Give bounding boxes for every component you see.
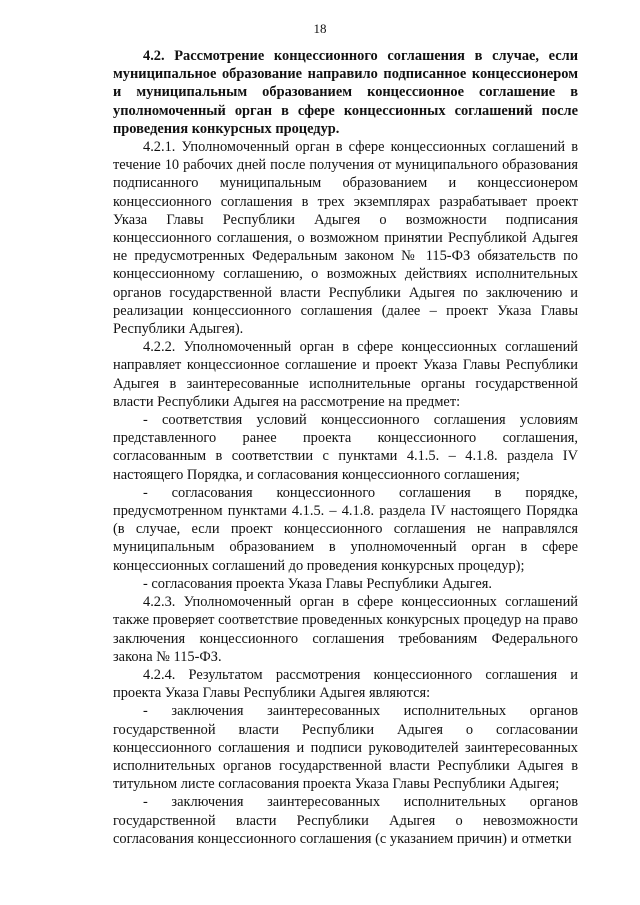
list-item-positive-conclusion: - заключения заинтересованных исполнительных органов государственной власти Республики Адыгея о согласовании концессионного соглашения и подписи руководителей заинтересованных исполнительных органов государственной власти Республики Адыгея в титульном листе согласования проекта Указа Главы Республики Адыгея; bbox=[113, 703, 578, 793]
paragraph-4-2-2: 4.2.2. Уполномоченный орган в сфере концессионных соглашений направляет концессионное соглашение и проект Указа Главы Республики Адыгея в заинтересованные исполнительные органы государственной власти Республики Адыгея на рассмотрение на предмет: bbox=[113, 339, 578, 410]
list-item-approval-agreement: - согласования концессионного соглашения в порядке, предусмотренном пунктами 4.1.5. – 4.1.8. раздела IV настоящего Порядка (в случае, если проект концессионного соглашения не направлялся муниципальным образованием в уполномоченный орган в сфере концессионных соглашений до проведения конкурсных процедур); bbox=[113, 484, 578, 574]
list-item-negative-conclusion: - заключения заинтересованных исполнительных органов государственной власти Республики Адыгея о невозможности согласования концессионного соглашения (с указанием причин) и отметки bbox=[113, 794, 578, 847]
list-item-approval-decree: - согласования проекта Указа Главы Республики Адыгея. bbox=[143, 575, 492, 592]
page-number: 18 bbox=[313, 21, 327, 36]
section-content bbox=[113, 47, 578, 848]
paragraph-4-2-4: 4.2.4. Результатом рассмотрения концессионного соглашения и проекта Указа Главы Республики Адыгея являются: bbox=[113, 666, 578, 702]
paragraph-4-2-3: 4.2.3. Уполномоченный орган в сфере концессионных соглашений также проверяет соответствие проведенных конкурсных процедур на право заключения концессионного соглашения требованиям Федерального закона № 115-ФЗ. bbox=[113, 594, 578, 665]
paragraph-4-2-1: 4.2.1. Уполномоченный орган в сфере концессионных соглашений в течение 10 рабочих дней после получения от муниципального образования подписанного муниципальным образованием и концессионером концессионного соглашения в трех экземплярах разрабатывает проект Указа Главы Республики Адыгея о возможности подписания концессионного соглашения, о возможном принятии Республикой Адыгея не предусмотренных Федеральным законом № 115-ФЗ обязательств по концессионному соглашению, о возможных действиях исполнительных органов государственной власти Республики Адыгея по заключению и реализации концессионного соглашения (далее – проект Указа Главы Республики Адыгея). bbox=[113, 139, 578, 338]
section-heading: 4.2. Рассмотрение концессионного соглашения в случае, если муниципальное образование направило подписанное концессионером и муниципальным образованием концессионное соглашение в уполномоченный орган в сфере концессионных соглашений после проведения конкурсных процедур. bbox=[113, 48, 578, 137]
list-item-conformity: - соответствия условий концессионного соглашения условиям представленного ранее проекта концессионного соглашения, согласованным в соответствии с пунктами 4.1.5. – 4.1.8. раздела IV настоящего Порядка, и согласования концессионного соглашения; bbox=[113, 412, 578, 483]
